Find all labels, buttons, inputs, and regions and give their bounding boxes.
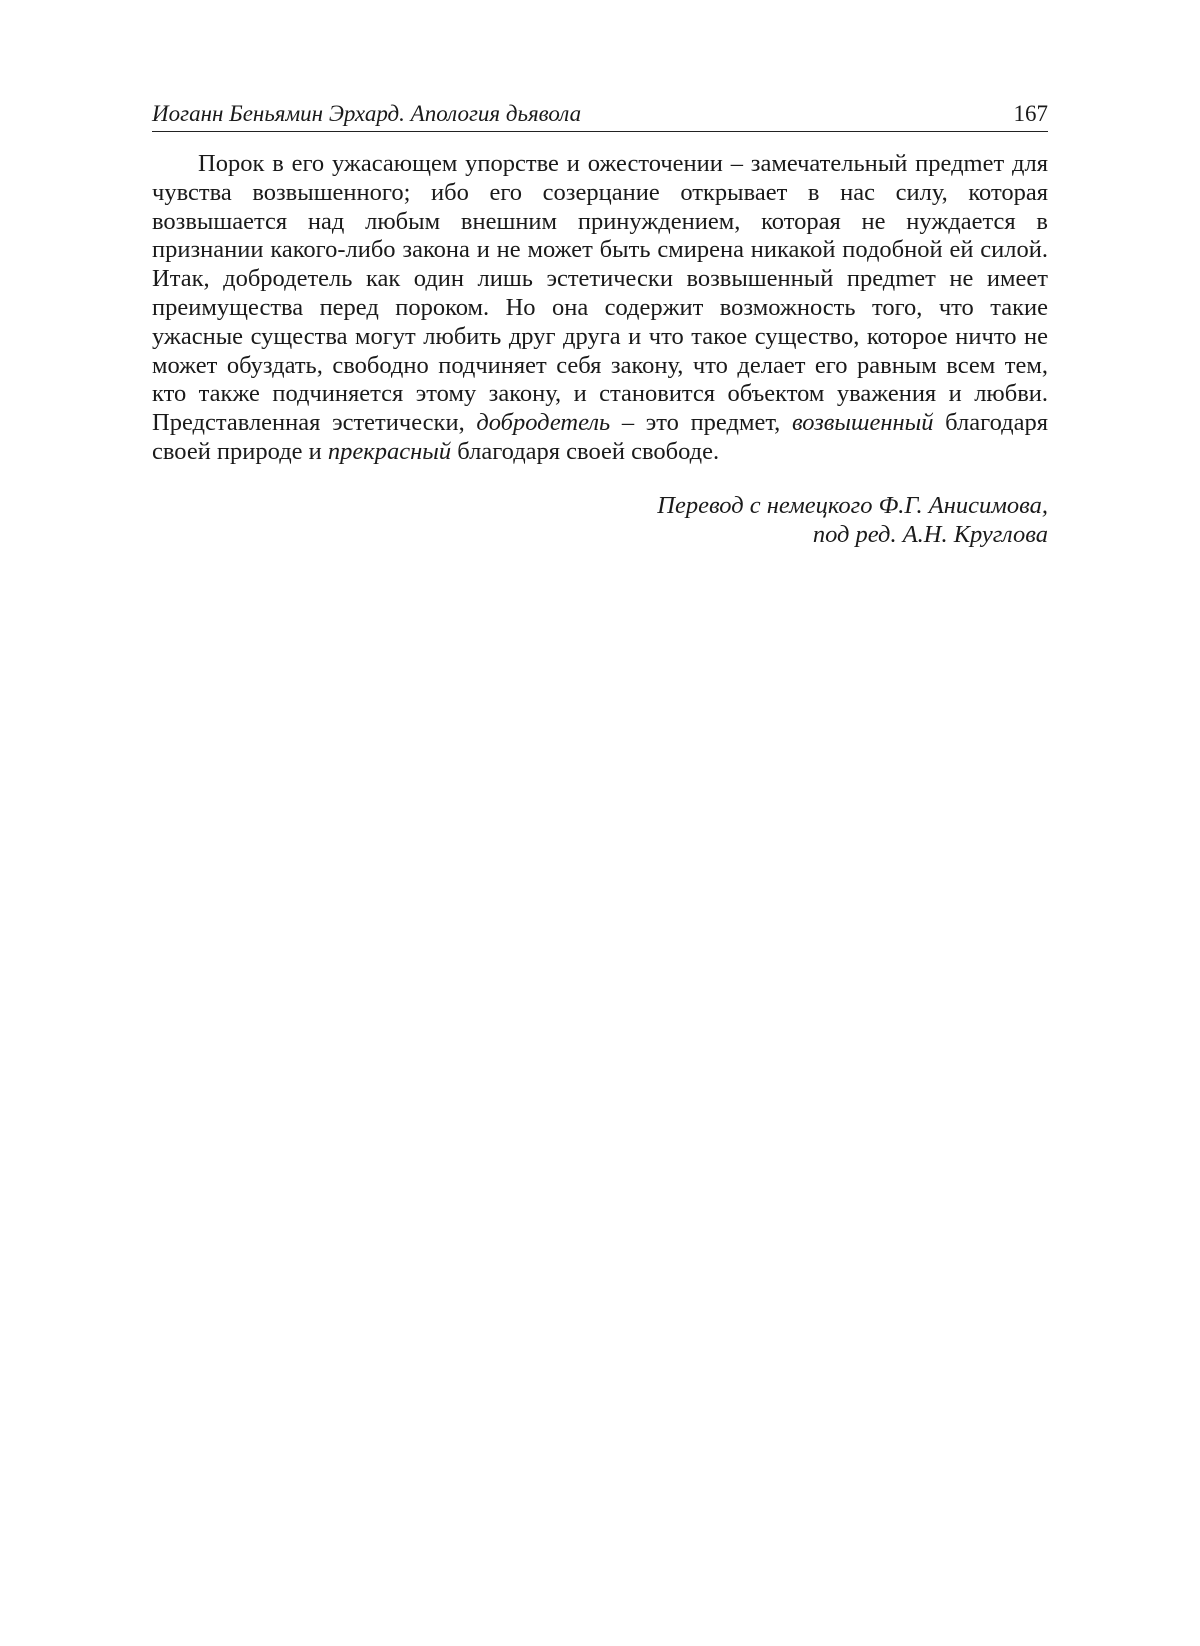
running-head <box>152 100 1048 132</box>
page-number: 167 <box>1013 101 1048 126</box>
paragraph-text: благодаря своей природе и <box>152 409 1048 465</box>
paragraph-text: – это предмет, <box>610 409 792 437</box>
book-page <box>152 100 1048 549</box>
translation-credit-line: Перевод с немецкого Ф.Г. Анисимова, <box>657 491 1048 519</box>
body-paragraph <box>152 150 1048 467</box>
paragraph-text: благодаря своей свободе. <box>451 437 720 465</box>
translation-credit <box>152 491 1048 549</box>
translation-credit-line: под ред. А.Н. Круглова <box>812 520 1048 548</box>
running-title: Иоганн Беньямин Эрхард. Апология дьявола <box>152 101 582 126</box>
emphasis-vozvyshennyi: возвышенный <box>791 409 934 437</box>
paragraph-text: Порок в его ужасающем упорстве и ожесточении – замечательный предmет для чувства возвышенного; ибо его созерцание открывает в нас силу, которая возвышается над любым внешним принуждением, которая не нуждается в признании какого-либо закона и не может быть смирена никакой подобной ей силой. Итак, добродетель как один лишь эстетически возвышенный предmет не имеет преимущества перед пороком. Но она содержит возможность того, что такие ужасные существа могут любить друг друга и что такое существо, которое ничто не может обуздать, свободно подчиняет себя закону, что делает его равным всем тем, кто также подчиняется этому закону, и становится объектом уважения и любви. Представленная эстетически, <box>152 150 1048 437</box>
emphasis-dobrodetel: добродетель <box>476 409 611 437</box>
emphasis-prekrasnyi: прекрасный <box>327 437 452 465</box>
